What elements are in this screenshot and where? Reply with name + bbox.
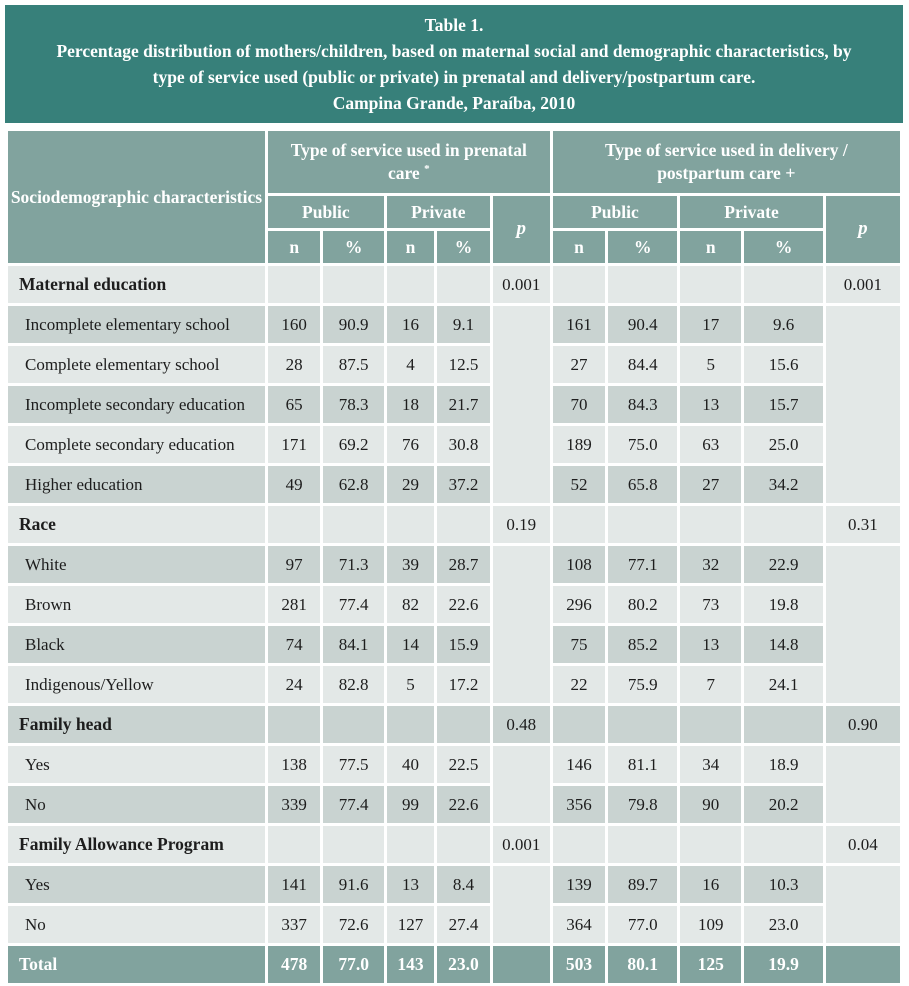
empty-cell	[493, 946, 550, 983]
empty-cell	[744, 706, 822, 743]
column-header-p-delivery: p	[826, 196, 900, 263]
value-cell: 62.8	[323, 466, 383, 503]
empty-cell	[387, 506, 434, 543]
value-cell: 22.5	[437, 746, 490, 783]
empty-cell	[608, 826, 677, 863]
value-cell: 160	[268, 306, 321, 343]
value-cell: 108	[553, 546, 606, 583]
empty-cell	[744, 826, 822, 863]
data-table	[5, 128, 903, 986]
category-row	[8, 506, 900, 543]
value-cell: 337	[268, 906, 321, 943]
value-cell: 15.6	[744, 346, 822, 383]
empty-cell	[826, 946, 900, 983]
value-cell: 356	[553, 786, 606, 823]
value-cell: 10.3	[744, 866, 822, 903]
header-row-groups	[8, 131, 900, 193]
value-cell: 90	[680, 786, 741, 823]
value-cell: 91.6	[323, 866, 383, 903]
value-cell: 27	[680, 466, 741, 503]
column-header-pct: %	[744, 231, 822, 263]
total-value-cell: 478	[268, 946, 321, 983]
value-cell: 22.6	[437, 586, 490, 623]
value-cell: 80.2	[608, 586, 677, 623]
total-value-cell: 143	[387, 946, 434, 983]
empty-cell	[680, 506, 741, 543]
category-row	[8, 266, 900, 303]
empty-cell	[437, 706, 490, 743]
empty-cell	[680, 826, 741, 863]
row-label: Complete secondary education	[8, 426, 265, 463]
value-cell: 72.6	[323, 906, 383, 943]
data-row	[8, 546, 900, 583]
empty-cell	[387, 706, 434, 743]
empty-cell	[323, 266, 383, 303]
empty-cell	[268, 506, 321, 543]
p-span-prenatal	[493, 746, 550, 823]
empty-cell	[323, 826, 383, 863]
column-header-sociodemographic: Sociodemographic characteristics	[8, 131, 265, 263]
empty-cell	[608, 266, 677, 303]
value-cell: 65.8	[608, 466, 677, 503]
column-header-private-prenatal: Private	[387, 196, 490, 228]
row-label: Yes	[8, 746, 265, 783]
empty-cell	[437, 826, 490, 863]
section-label: Race	[8, 506, 265, 543]
value-cell: 339	[268, 786, 321, 823]
row-label: Incomplete elementary school	[8, 306, 265, 343]
value-cell: 73	[680, 586, 741, 623]
value-cell: 76	[387, 426, 434, 463]
empty-cell	[437, 266, 490, 303]
value-cell: 12.5	[437, 346, 490, 383]
empty-cell	[268, 706, 321, 743]
value-cell: 34	[680, 746, 741, 783]
value-cell: 22.9	[744, 546, 822, 583]
empty-cell	[387, 826, 434, 863]
row-label: Yes	[8, 866, 265, 903]
total-row	[8, 946, 900, 983]
p-value-prenatal: 0.001	[493, 826, 550, 863]
data-row	[8, 626, 900, 663]
p-value-delivery: 0.04	[826, 826, 900, 863]
data-row	[8, 786, 900, 823]
data-row	[8, 586, 900, 623]
column-header-n: n	[268, 231, 321, 263]
prenatal-footnote-marker: *	[424, 163, 430, 176]
value-cell: 29	[387, 466, 434, 503]
p-value-prenatal: 0.19	[493, 506, 550, 543]
value-cell: 63	[680, 426, 741, 463]
value-cell: 9.6	[744, 306, 822, 343]
value-cell: 364	[553, 906, 606, 943]
category-row	[8, 826, 900, 863]
value-cell: 75.0	[608, 426, 677, 463]
value-cell: 25.0	[744, 426, 822, 463]
category-row	[8, 706, 900, 743]
value-cell: 97	[268, 546, 321, 583]
value-cell: 21.7	[437, 386, 490, 423]
value-cell: 7	[680, 666, 741, 703]
value-cell: 69.2	[323, 426, 383, 463]
value-cell: 77.4	[323, 786, 383, 823]
value-cell: 90.4	[608, 306, 677, 343]
empty-cell	[323, 706, 383, 743]
value-cell: 39	[387, 546, 434, 583]
value-cell: 75	[553, 626, 606, 663]
empty-cell	[680, 266, 741, 303]
value-cell: 15.7	[744, 386, 822, 423]
p-value-delivery: 0.31	[826, 506, 900, 543]
row-label: Higher education	[8, 466, 265, 503]
total-value-cell: 77.0	[323, 946, 383, 983]
empty-cell	[744, 266, 822, 303]
value-cell: 15.9	[437, 626, 490, 663]
table-location: Campina Grande, Paraíba, 2010	[332, 93, 576, 113]
value-cell: 77.4	[323, 586, 383, 623]
delivery-footnote-marker: +	[785, 162, 796, 183]
row-label: White	[8, 546, 265, 583]
value-cell: 141	[268, 866, 321, 903]
column-header-private-delivery: Private	[680, 196, 823, 228]
value-cell: 161	[553, 306, 606, 343]
column-header-n: n	[680, 231, 741, 263]
value-cell: 81.1	[608, 746, 677, 783]
empty-cell	[553, 826, 606, 863]
value-cell: 16	[387, 306, 434, 343]
value-cell: 52	[553, 466, 606, 503]
value-cell: 84.3	[608, 386, 677, 423]
value-cell: 16	[680, 866, 741, 903]
data-row	[8, 346, 900, 383]
value-cell: 22	[553, 666, 606, 703]
value-cell: 32	[680, 546, 741, 583]
value-cell: 84.1	[323, 626, 383, 663]
empty-cell	[268, 826, 321, 863]
value-cell: 109	[680, 906, 741, 943]
value-cell: 139	[553, 866, 606, 903]
total-label: Total	[8, 946, 265, 983]
value-cell: 17.2	[437, 666, 490, 703]
empty-cell	[608, 506, 677, 543]
value-cell: 8.4	[437, 866, 490, 903]
value-cell: 28	[268, 346, 321, 383]
total-value-cell: 23.0	[437, 946, 490, 983]
row-label: No	[8, 906, 265, 943]
value-cell: 78.3	[323, 386, 383, 423]
column-header-p-prenatal: p	[493, 196, 550, 263]
p-span-prenatal	[493, 306, 550, 503]
value-cell: 77.5	[323, 746, 383, 783]
value-cell: 14.8	[744, 626, 822, 663]
column-header-n: n	[387, 231, 434, 263]
row-label: Brown	[8, 586, 265, 623]
p-span-delivery	[826, 546, 900, 703]
value-cell: 49	[268, 466, 321, 503]
column-group-prenatal	[268, 131, 550, 193]
value-cell: 5	[680, 346, 741, 383]
empty-cell	[553, 266, 606, 303]
total-value-cell: 19.9	[744, 946, 822, 983]
column-header-public-prenatal: Public	[268, 196, 384, 228]
column-header-pct: %	[323, 231, 383, 263]
data-row	[8, 306, 900, 343]
data-row	[8, 386, 900, 423]
row-label: No	[8, 786, 265, 823]
data-row	[8, 746, 900, 783]
empty-cell	[387, 266, 434, 303]
value-cell: 82.8	[323, 666, 383, 703]
column-header-n: n	[553, 231, 606, 263]
column-header-pct: %	[608, 231, 677, 263]
empty-cell	[553, 706, 606, 743]
empty-cell	[268, 266, 321, 303]
value-cell: 20.2	[744, 786, 822, 823]
total-value-cell: 125	[680, 946, 741, 983]
value-cell: 17	[680, 306, 741, 343]
value-cell: 84.4	[608, 346, 677, 383]
p-value-prenatal: 0.001	[493, 266, 550, 303]
value-cell: 4	[387, 346, 434, 383]
empty-cell	[437, 506, 490, 543]
value-cell: 70	[553, 386, 606, 423]
section-label: Maternal education	[8, 266, 265, 303]
value-cell: 146	[553, 746, 606, 783]
column-header-public-delivery: Public	[553, 196, 678, 228]
value-cell: 296	[553, 586, 606, 623]
value-cell: 18.9	[744, 746, 822, 783]
prenatal-group-label: Type of service used in prenatal care	[290, 140, 527, 183]
value-cell: 27.4	[437, 906, 490, 943]
value-cell: 85.2	[608, 626, 677, 663]
row-label: Complete elementary school	[8, 346, 265, 383]
value-cell: 90.9	[323, 306, 383, 343]
value-cell: 281	[268, 586, 321, 623]
value-cell: 127	[387, 906, 434, 943]
section-label: Family Allowance Program	[8, 826, 265, 863]
value-cell: 87.5	[323, 346, 383, 383]
value-cell: 171	[268, 426, 321, 463]
value-cell: 9.1	[437, 306, 490, 343]
p-span-delivery	[826, 866, 900, 943]
value-cell: 74	[268, 626, 321, 663]
row-label: Black	[8, 626, 265, 663]
value-cell: 27	[553, 346, 606, 383]
data-row	[8, 906, 900, 943]
data-row	[8, 666, 900, 703]
p-span-prenatal	[493, 866, 550, 943]
value-cell: 77.1	[608, 546, 677, 583]
table-title-band	[5, 5, 903, 123]
table-description: Percentage distribution of mothers/children, based on maternal social and demographic characteristics, by type of service used (public or private) in prenatal and delivery/postpartum care.	[56, 41, 852, 87]
p-span-delivery	[826, 746, 900, 823]
section-label: Family head	[8, 706, 265, 743]
value-cell: 18	[387, 386, 434, 423]
value-cell: 30.8	[437, 426, 490, 463]
data-row	[8, 866, 900, 903]
empty-cell	[744, 506, 822, 543]
value-cell: 34.2	[744, 466, 822, 503]
delivery-group-label: Type of service used in delivery / postpartum care	[604, 139, 848, 183]
value-cell: 138	[268, 746, 321, 783]
value-cell: 5	[387, 666, 434, 703]
value-cell: 40	[387, 746, 434, 783]
value-cell: 24.1	[744, 666, 822, 703]
empty-cell	[608, 706, 677, 743]
value-cell: 22.6	[437, 786, 490, 823]
p-value-prenatal: 0.48	[493, 706, 550, 743]
p-value-delivery: 0.001	[826, 266, 900, 303]
p-span-prenatal	[493, 546, 550, 703]
value-cell: 28.7	[437, 546, 490, 583]
value-cell: 82	[387, 586, 434, 623]
empty-cell	[680, 706, 741, 743]
empty-cell	[553, 506, 606, 543]
total-value-cell: 503	[553, 946, 606, 983]
value-cell: 99	[387, 786, 434, 823]
value-cell: 19.8	[744, 586, 822, 623]
value-cell: 13	[680, 626, 741, 663]
row-label: Incomplete secondary education	[8, 386, 265, 423]
value-cell: 71.3	[323, 546, 383, 583]
value-cell: 13	[680, 386, 741, 423]
data-row	[8, 426, 900, 463]
value-cell: 77.0	[608, 906, 677, 943]
value-cell: 189	[553, 426, 606, 463]
value-cell: 75.9	[608, 666, 677, 703]
value-cell: 23.0	[744, 906, 822, 943]
value-cell: 37.2	[437, 466, 490, 503]
column-header-pct: %	[437, 231, 490, 263]
value-cell: 65	[268, 386, 321, 423]
row-label: Indigenous/Yellow	[8, 666, 265, 703]
p-value-delivery: 0.90	[826, 706, 900, 743]
column-group-delivery	[553, 131, 900, 193]
value-cell: 89.7	[608, 866, 677, 903]
p-span-delivery	[826, 306, 900, 503]
empty-cell	[323, 506, 383, 543]
value-cell: 14	[387, 626, 434, 663]
value-cell: 79.8	[608, 786, 677, 823]
value-cell: 24	[268, 666, 321, 703]
table-number: Table 1.	[424, 15, 484, 35]
data-row	[8, 466, 900, 503]
total-value-cell: 80.1	[608, 946, 677, 983]
value-cell: 13	[387, 866, 434, 903]
